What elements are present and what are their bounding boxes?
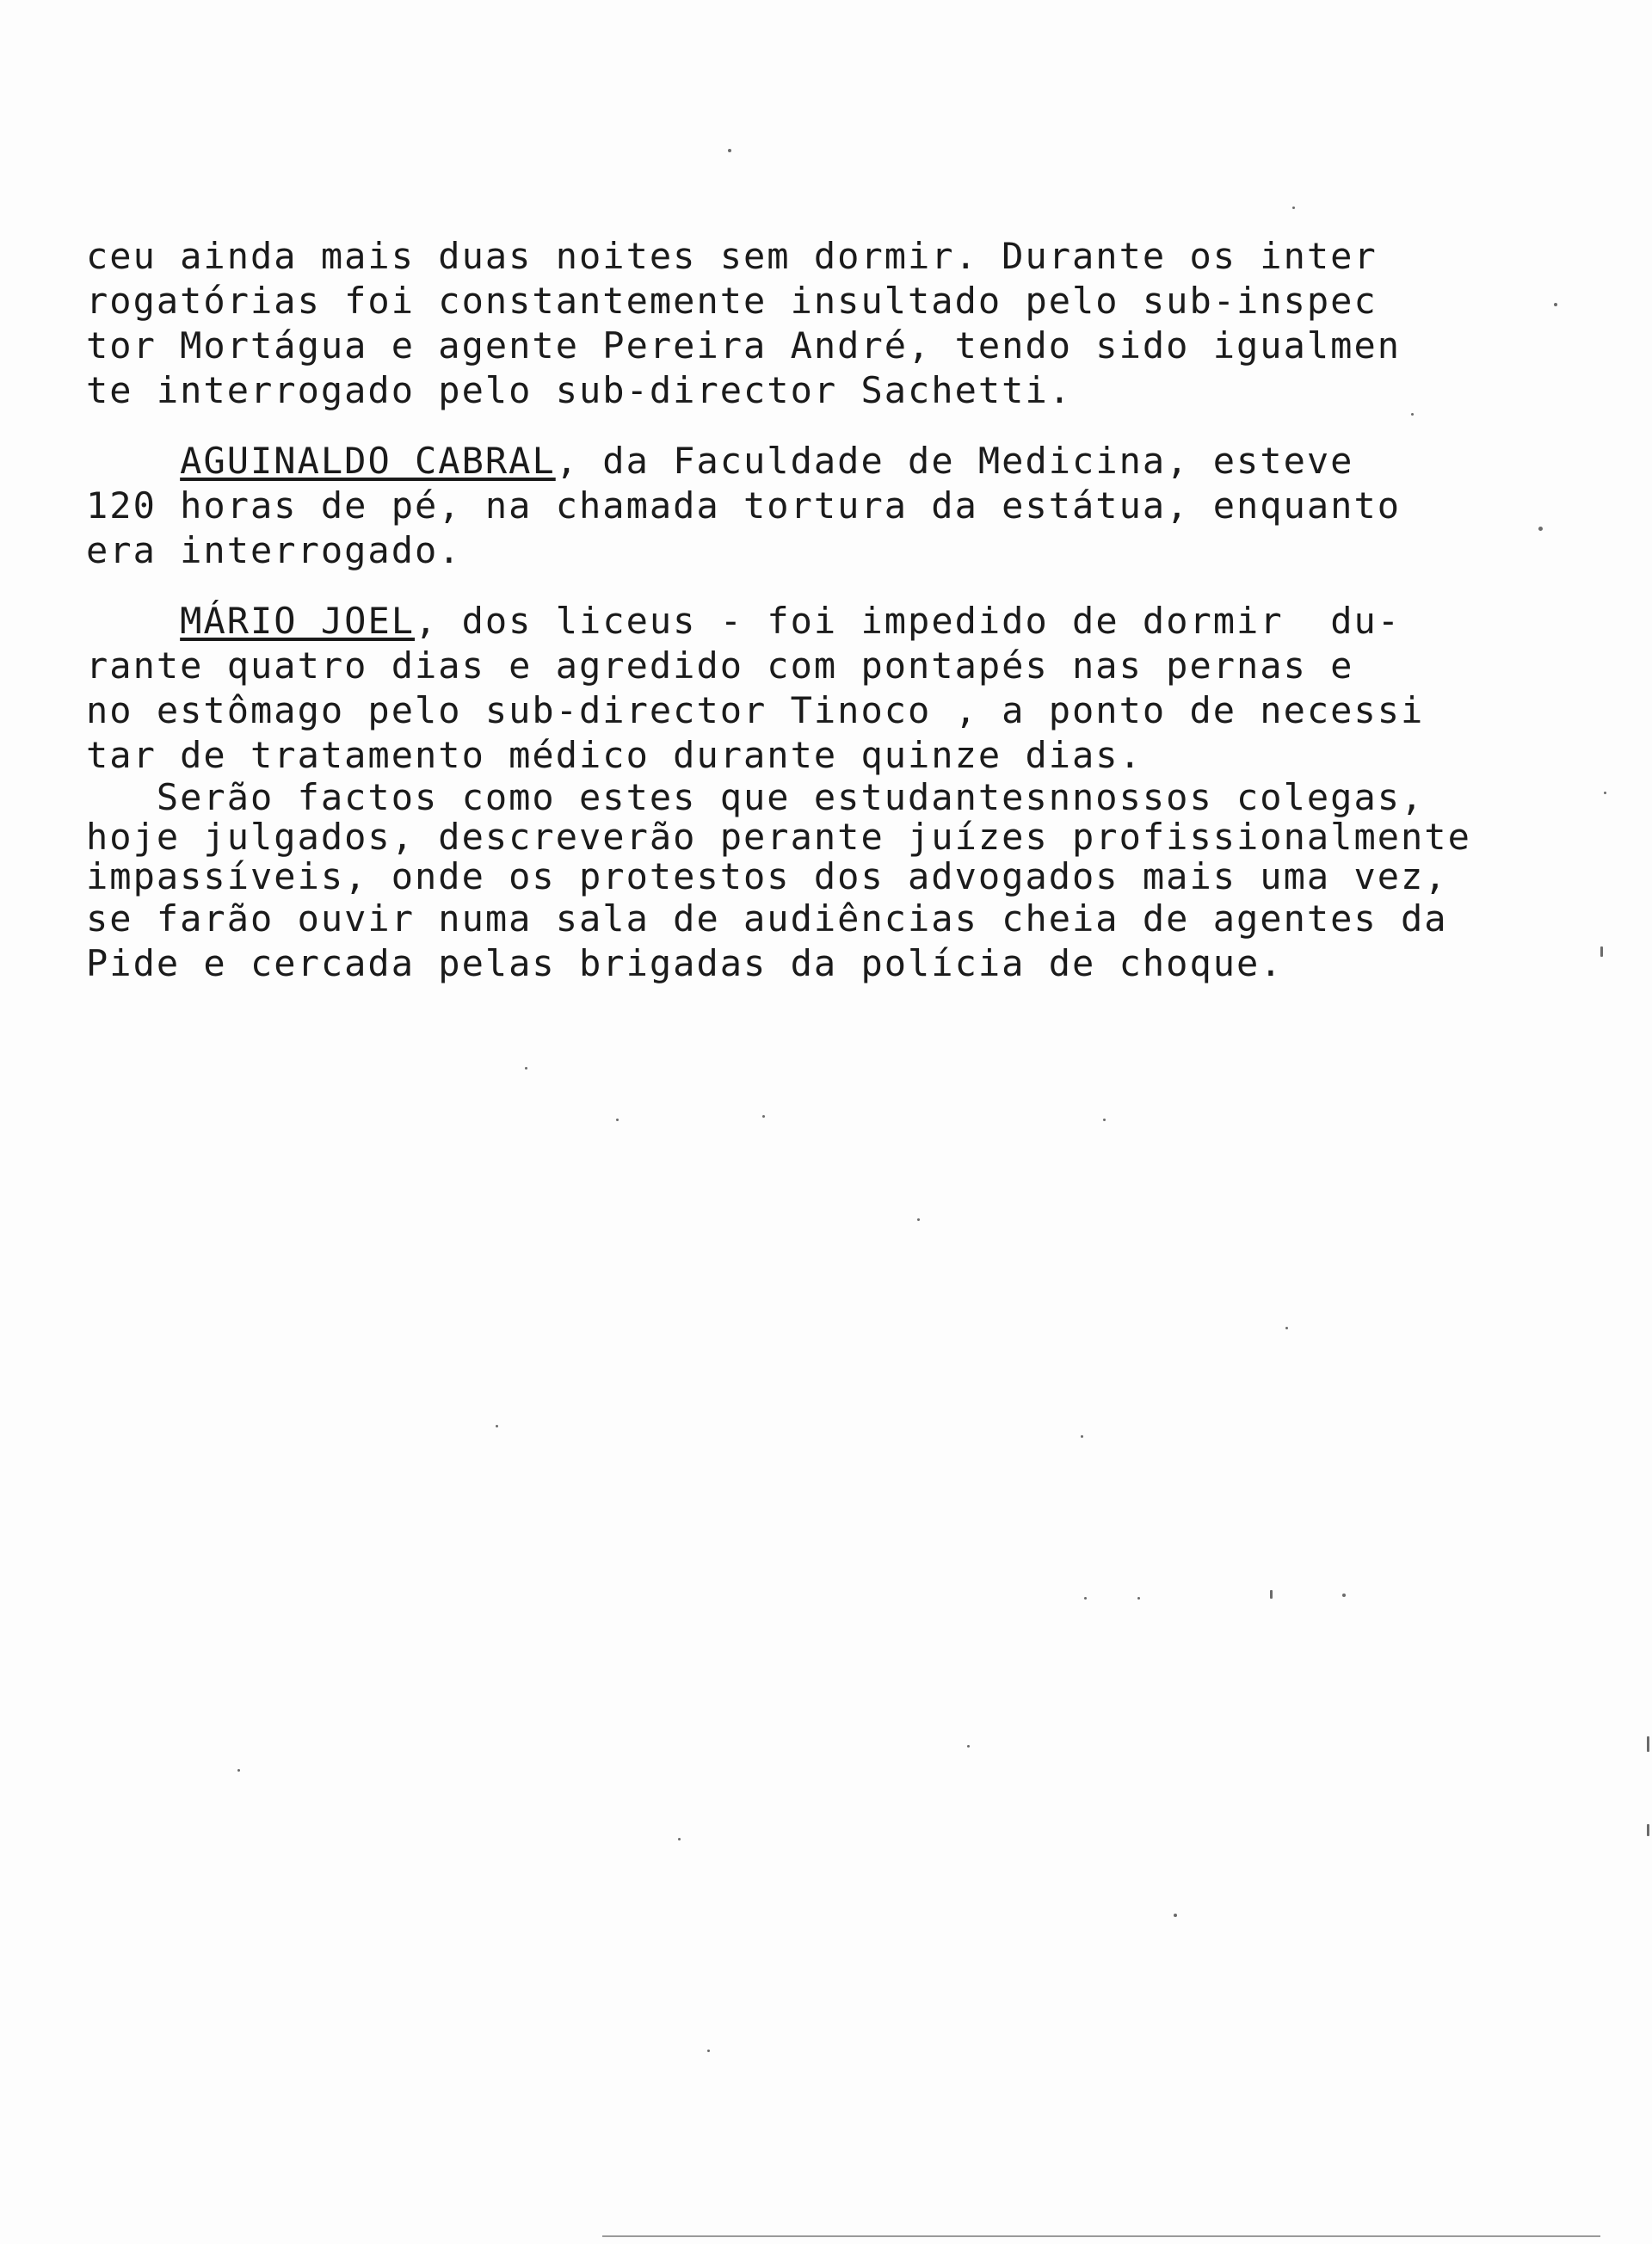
scan-speck <box>1647 1824 1649 1836</box>
text-fragment: , da Faculdade de Medicina, esteve <box>555 440 1354 482</box>
scan-speck <box>496 1425 498 1427</box>
scan-speck <box>967 1745 970 1748</box>
text-line: impassíveis, onde os protestos dos advogados mais uma vez, <box>86 855 1448 897</box>
text-line: se farão ouvir numa sala de audiências cheia de agentes da <box>86 897 1448 940</box>
scan-speck <box>1084 1597 1087 1600</box>
scan-speck <box>762 1115 765 1118</box>
text-line: Pide e cercada pelas brigadas da polícia de choque. <box>86 942 1284 984</box>
text-line: no estômago pelo sub-director Tinoco , a ponto de necessi <box>86 689 1425 731</box>
scan-speck <box>1081 1435 1083 1438</box>
paragraph-aguinaldo-cabral <box>86 439 1600 573</box>
scan-speck <box>1647 1736 1649 1752</box>
text-line: Serão factos como estes que estudantesnnossos colegas, <box>86 776 1425 818</box>
scan-speck <box>1174 1914 1177 1917</box>
paragraph-mario-joel <box>86 599 1600 778</box>
paragraph-gap <box>86 413 1600 439</box>
scan-speck <box>1600 946 1603 957</box>
text-line <box>86 439 1600 484</box>
scan-speck <box>237 1769 240 1772</box>
scan-speck <box>616 1119 619 1121</box>
text-line: te interrogado pelo sub-director Sachetti. <box>86 369 1073 411</box>
scan-speck <box>917 1218 920 1221</box>
scan-speck <box>1270 1590 1273 1599</box>
text-line: era interrogado. <box>86 529 462 571</box>
page-bottom-edge <box>602 2235 1600 2237</box>
scan-speck <box>728 149 731 152</box>
text-line: rante quatro dias e agredido com pontapés nas pernas e <box>86 644 1354 687</box>
text-line: tar de tratamento médico durante quinze dias. <box>86 734 1143 776</box>
text-line: 120 horas de pé, na chamada tortura da estátua, enquanto <box>86 484 1402 527</box>
text-line: rogatórias foi constantemente insultado pelo sub-inspec <box>86 280 1378 322</box>
scan-speck <box>1103 1119 1106 1121</box>
paragraph-gap <box>86 573 1600 599</box>
scan-speck <box>1342 1594 1346 1597</box>
text-line <box>86 599 1600 644</box>
text-fragment: , dos liceus - foi impedido de dormir du- <box>415 600 1402 642</box>
scan-speck <box>1538 527 1543 531</box>
text-line: tor Mortágua e agente Pereira André, tendo sido igualmen <box>86 324 1402 367</box>
scan-speck <box>1137 1597 1140 1600</box>
scan-speck <box>1554 303 1557 306</box>
scan-speck <box>1604 792 1606 794</box>
paragraph-conclusion <box>86 778 1600 986</box>
scan-speck <box>525 1067 527 1070</box>
paragraph-interrogation <box>86 234 1600 413</box>
scan-speck <box>1285 1327 1288 1329</box>
text-line: ceu ainda mais duas noites sem dormir. Durante os inter <box>86 235 1378 277</box>
person-name: AGUINALDO CABRAL <box>180 440 556 482</box>
scan-speck <box>678 1838 681 1840</box>
document-text <box>86 234 1600 986</box>
scan-speck <box>707 2050 710 2052</box>
scan-speck <box>1292 207 1295 209</box>
scan-speck <box>1411 413 1414 416</box>
person-name: MÁRIO JOEL <box>180 600 416 642</box>
text-line: hoje julgados, descreverão perante juízes profissionalmente <box>86 816 1471 858</box>
